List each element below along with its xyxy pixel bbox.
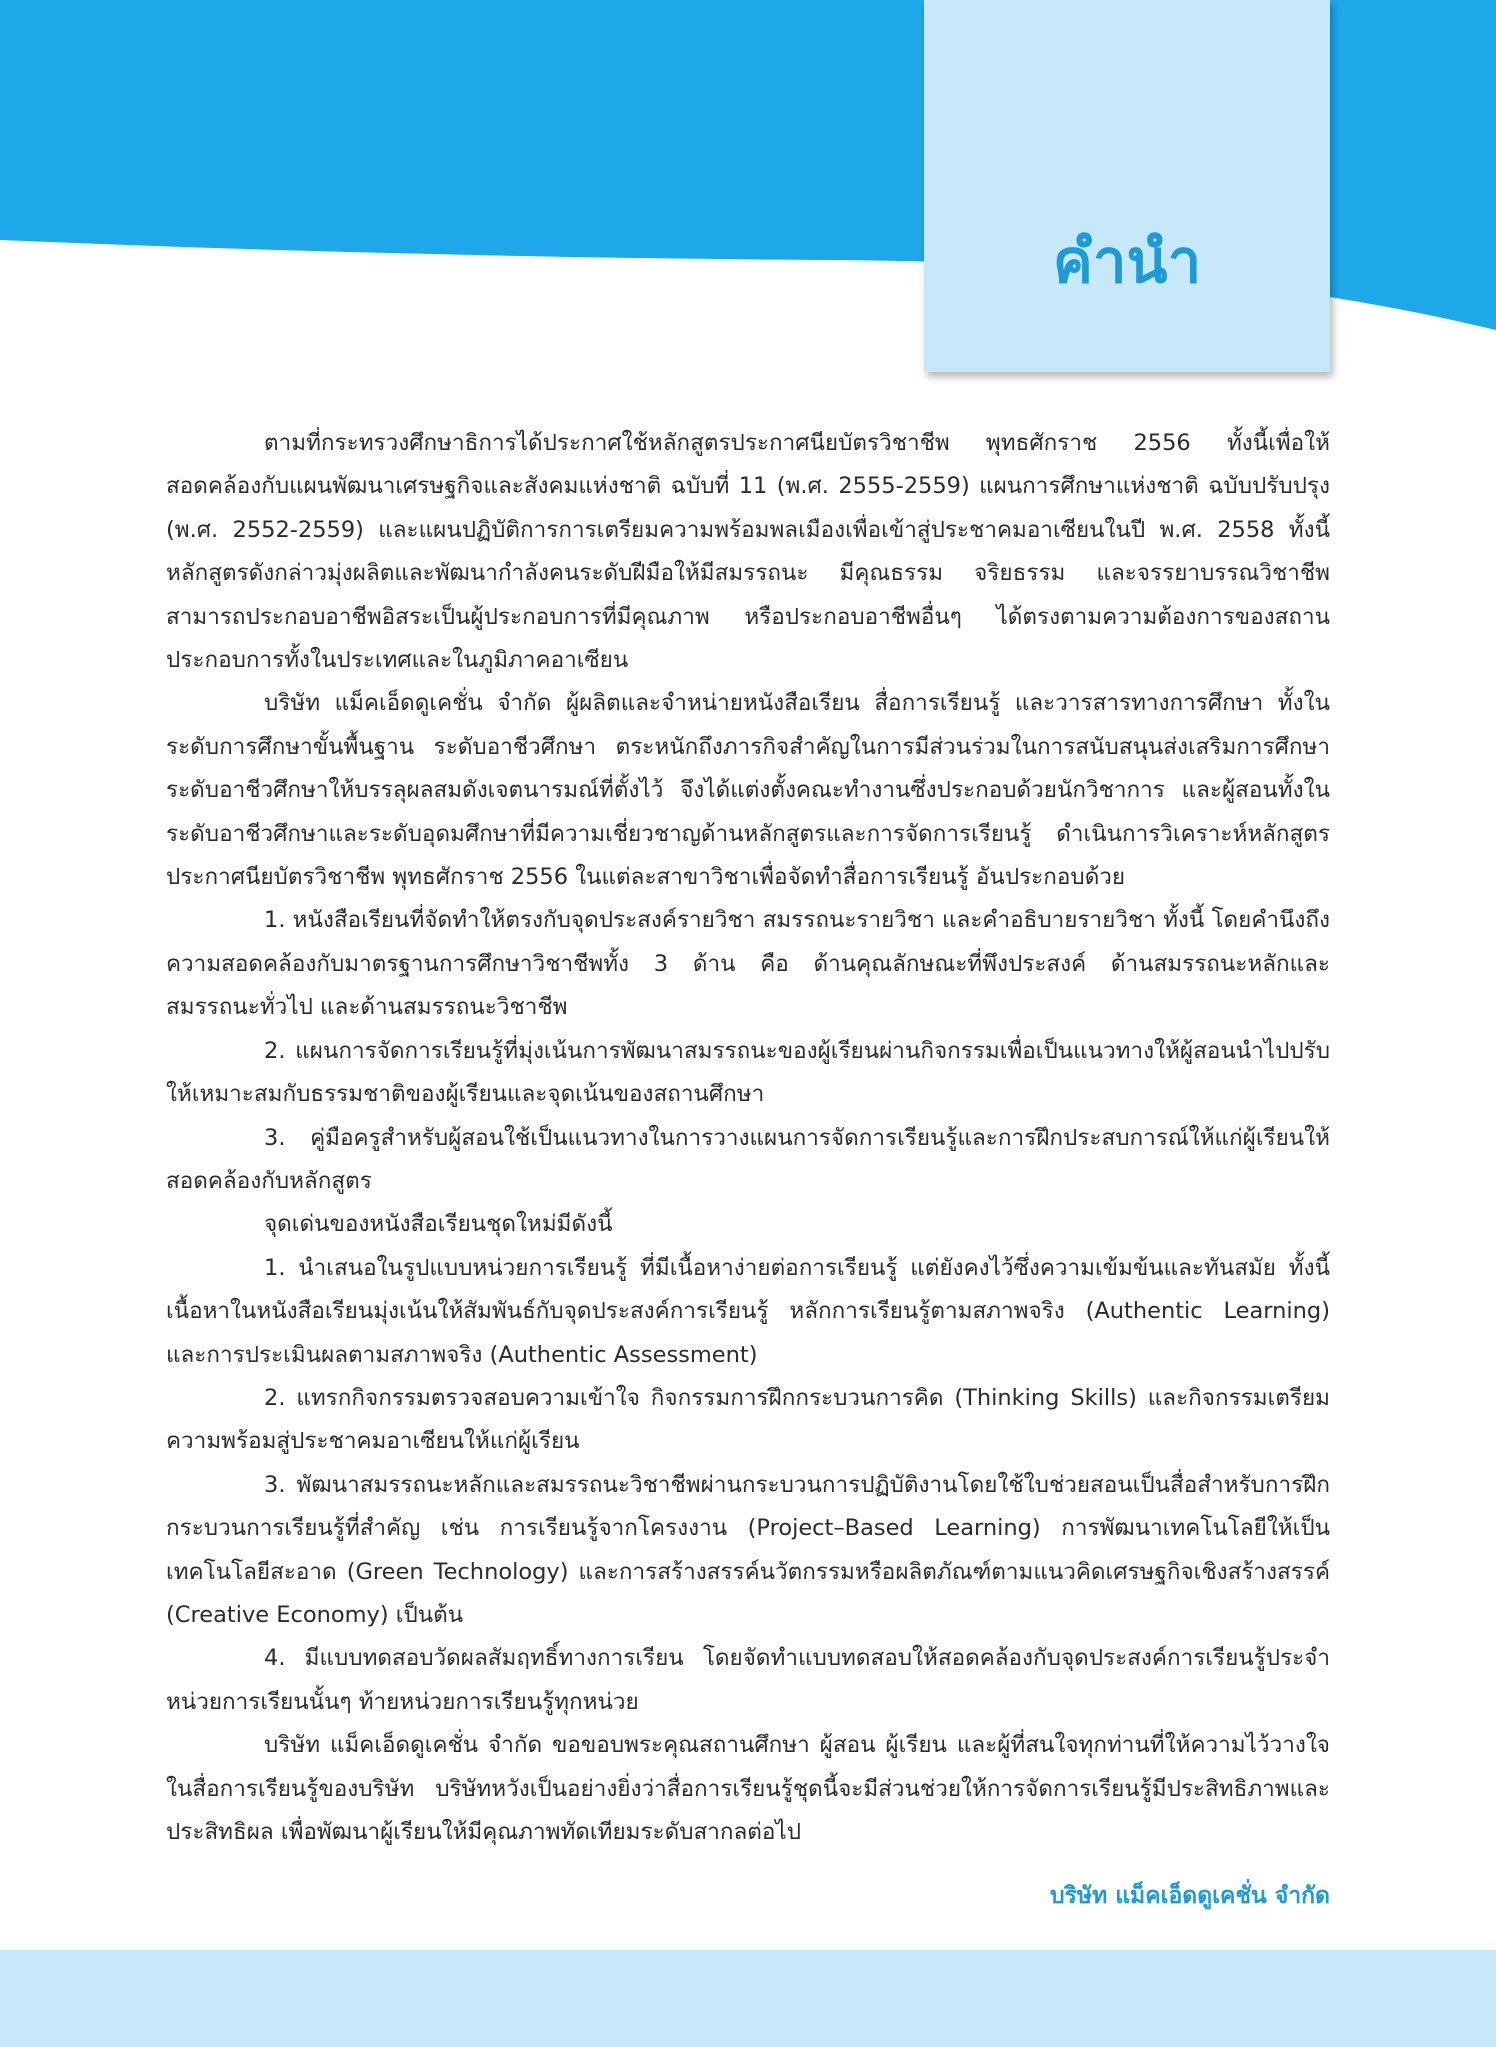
paragraph-highlight-2: 2. แทรกกิจกรรมตรวจสอบความเข้าใจ กิจกรรมการฝึกกระบวนการคิด (Thinking Skills) และกิจกรรมเตรียมความพร้อมสู่ประชาคมอาเซียนให้แก่ผู้เรียน [166,1384,1330,1455]
paragraph-item-textbook: 1. หนังสือเรียนที่จัดทำให้ตรงกับจุดประสงค์รายวิชา สมรรถนะรายวิชา และคำอธิบายรายวิชา ทั้งนี้ โดยคำนึงถึงความสอดคล้องกับมาตรฐานการศึกษาวิชาชีพทั้ง 3 ด้าน คือ ด้านคุณลักษณะที่พึงประสงค์ ด้านสมรรถนะหลักและสมรรถนะทั่วไป และด้านสมรรถนะวิชาชีพ [166,907,1330,1021]
paragraph-item-lesson-plan: 2. แผนการจัดการเรียนรู้ที่มุ่งเน้นการพัฒนาสมรรถนะของผู้เรียนผ่านกิจกรรมเพื่อเป็นแนวทางให้ผู้สอนนำไปปรับให้เหมาะสมกับธรรมชาติของผู้เรียนและจุดเน้นของสถานศึกษา [166,1037,1330,1108]
paragraph-highlight-3: 3. พัฒนาสมรรถนะหลักและสมรรถนะวิชาชีพผ่านกระบวนการปฏิบัติงานโดยใช้ใบช่วยสอนเป็นสื่อสำหรับการฝึกกระบวนการเรียนรู้ที่สำคัญ เช่น การเรียนรู้จากโครงงาน (Project–Based Learning) การพัฒนาเทคโนโลยีให้เป็นเทคโนโลยีสะอาด (Green Technology) และการสร้างสรรค์นวัตกรรมหรือผลิตภัณฑ์ตามแนวคิดเศรษฐกิจเชิงสร้างสรรค์ (Creative Economy) เป็นต้น [166,1471,1330,1628]
paragraph-highlights-heading: จุดเด่นของหนังสือเรียนชุดใหม่มีดังนี้ [264,1211,613,1238]
footer-band [0,1950,1496,2047]
title-box [924,0,1330,372]
foreword-body [166,422,1330,1854]
paragraph-highlight-1: 1. นำเสนอในรูปแบบหน่วยการเรียนรู้ ที่มีเนื้อหาง่ายต่อการเรียนรู้ แต่ยังคงไว้ซึ่งความเข้มข้นและทันสมัย ทั้งนี้เนื้อหาในหนังสือเรียนมุ่งเน้นให้สัมพันธ์กับจุดประสงค์การเรียนรู้ หลักการเรียนรู้ตามสภาพจริง (Authentic Learning) และการประเมินผลตามสภาพจริง (Authentic Assessment) [166,1254,1330,1368]
signature: บริษัท แม็คเอ็ดดูเคชั่น จำกัด [1049,1883,1330,1909]
page-title: คำนำ [1052,227,1202,297]
paragraph-highlight-4: 4. มีแบบทดสอบวัดผลสัมฤทธิ์ทางการเรียน โดยจัดทำแบบทดสอบให้สอดคล้องกับจุดประสงค์การเรียนรู้ประจำหน่วยการเรียนนั้นๆ ท้ายหน่วยการเรียนรู้ทุกหน่วย [166,1645,1330,1715]
paragraph-company: บริษัท แม็คเอ็ดดูเคชั่น จำกัด ผู้ผลิตและจำหน่ายหนังสือเรียน สื่อการเรียนรู้ และวารสารทางการศึกษา ทั้งในระดับการศึกษาขั้นพื้นฐาน ระดับอาชีวศึกษา ตระหนักถึงภารกิจสำคัญในการมีส่วนร่วมในการสนับสนุนส่งเสริมการศึกษาระดับอาชีวศึกษาให้บรรลุผลสมดังเจตนารมณ์ที่ตั้งไว้ จึงได้แต่งตั้งคณะทำงานซึ่งประกอบด้วยนักวิชาการ และผู้สอนทั้งในระดับอาชีวศึกษาและระดับอุดมศึกษาที่มีความเชี่ยวชาญด้านหลักสูตรและการจัดการเรียนรู้ ดำเนินการวิเคราะห์หลักสูตรประกาศนียบัตรวิชาชีพ พุทธศักราช 2556 ในแต่ละสาขาวิชาเพื่อจัดทำสื่อการเรียนรู้ อันประกอบด้วย [166,690,1330,891]
paragraph-thanks: บริษัท แม็คเอ็ดดูเคชั่น จำกัด ขอขอบพระคุณสถานศึกษา ผู้สอน ผู้เรียน และผู้ที่สนใจทุกท่านที่ให้ความไว้วางใจในสื่อการเรียนรู้ของบริษัท บริษัทหวังเป็นอย่างยิ่งว่าสื่อการเรียนรู้ชุดนี้จะมีส่วนช่วยให้การจัดการเรียนรู้มีประสิทธิภาพและประสิทธิผล เพื่อพัฒนาผู้เรียนให้มีคุณภาพทัดเทียมระดับสากลต่อไป [166,1732,1330,1845]
paragraph-item-teacher-guide: 3. คู่มือครูสำหรับผู้สอนใช้เป็นแนวทางในการวางแผนการจัดการเรียนรู้และการฝึกประสบการณ์ให้แก่ผู้เรียนให้สอดคล้องกับหลักสูตร [166,1124,1330,1194]
paragraph-intro: ตามที่กระทรวงศึกษาธิการได้ประกาศใช้หลักสูตรประกาศนียบัตรวิชาชีพ พุทธศักราช 2556 ทั้งนี้เพื่อให้สอดคล้องกับแผนพัฒนาเศรษฐกิจและสังคมแห่งชาติ ฉบับที่ 11 (พ.ศ. 2555-2559) แผนการศึกษาแห่งชาติ ฉบับปรับปรุง (พ.ศ. 2552-2559) และแผนปฏิบัติการการเตรียมความพร้อมพลเมืองเพื่อเข้าสู่ประชาคมอาเซียนในปี พ.ศ. 2558 ทั้งนี้หลักสูตรดังกล่าวมุ่งผลิตและพัฒนากำลังคนระดับฝีมือให้มีสมรรถนะ มีคุณธรรม จริยธรรม และจรรยาบรรณวิชาชีพ สามารถประกอบอาชีพอิสระเป็นผู้ประกอบการที่มีคุณภาพ หรือประกอบอาชีพอื่นๆ ได้ตรงตามความต้องการของสถานประกอบการทั้งในประเทศและในภูมิภาคอาเซียน [166,430,1330,674]
